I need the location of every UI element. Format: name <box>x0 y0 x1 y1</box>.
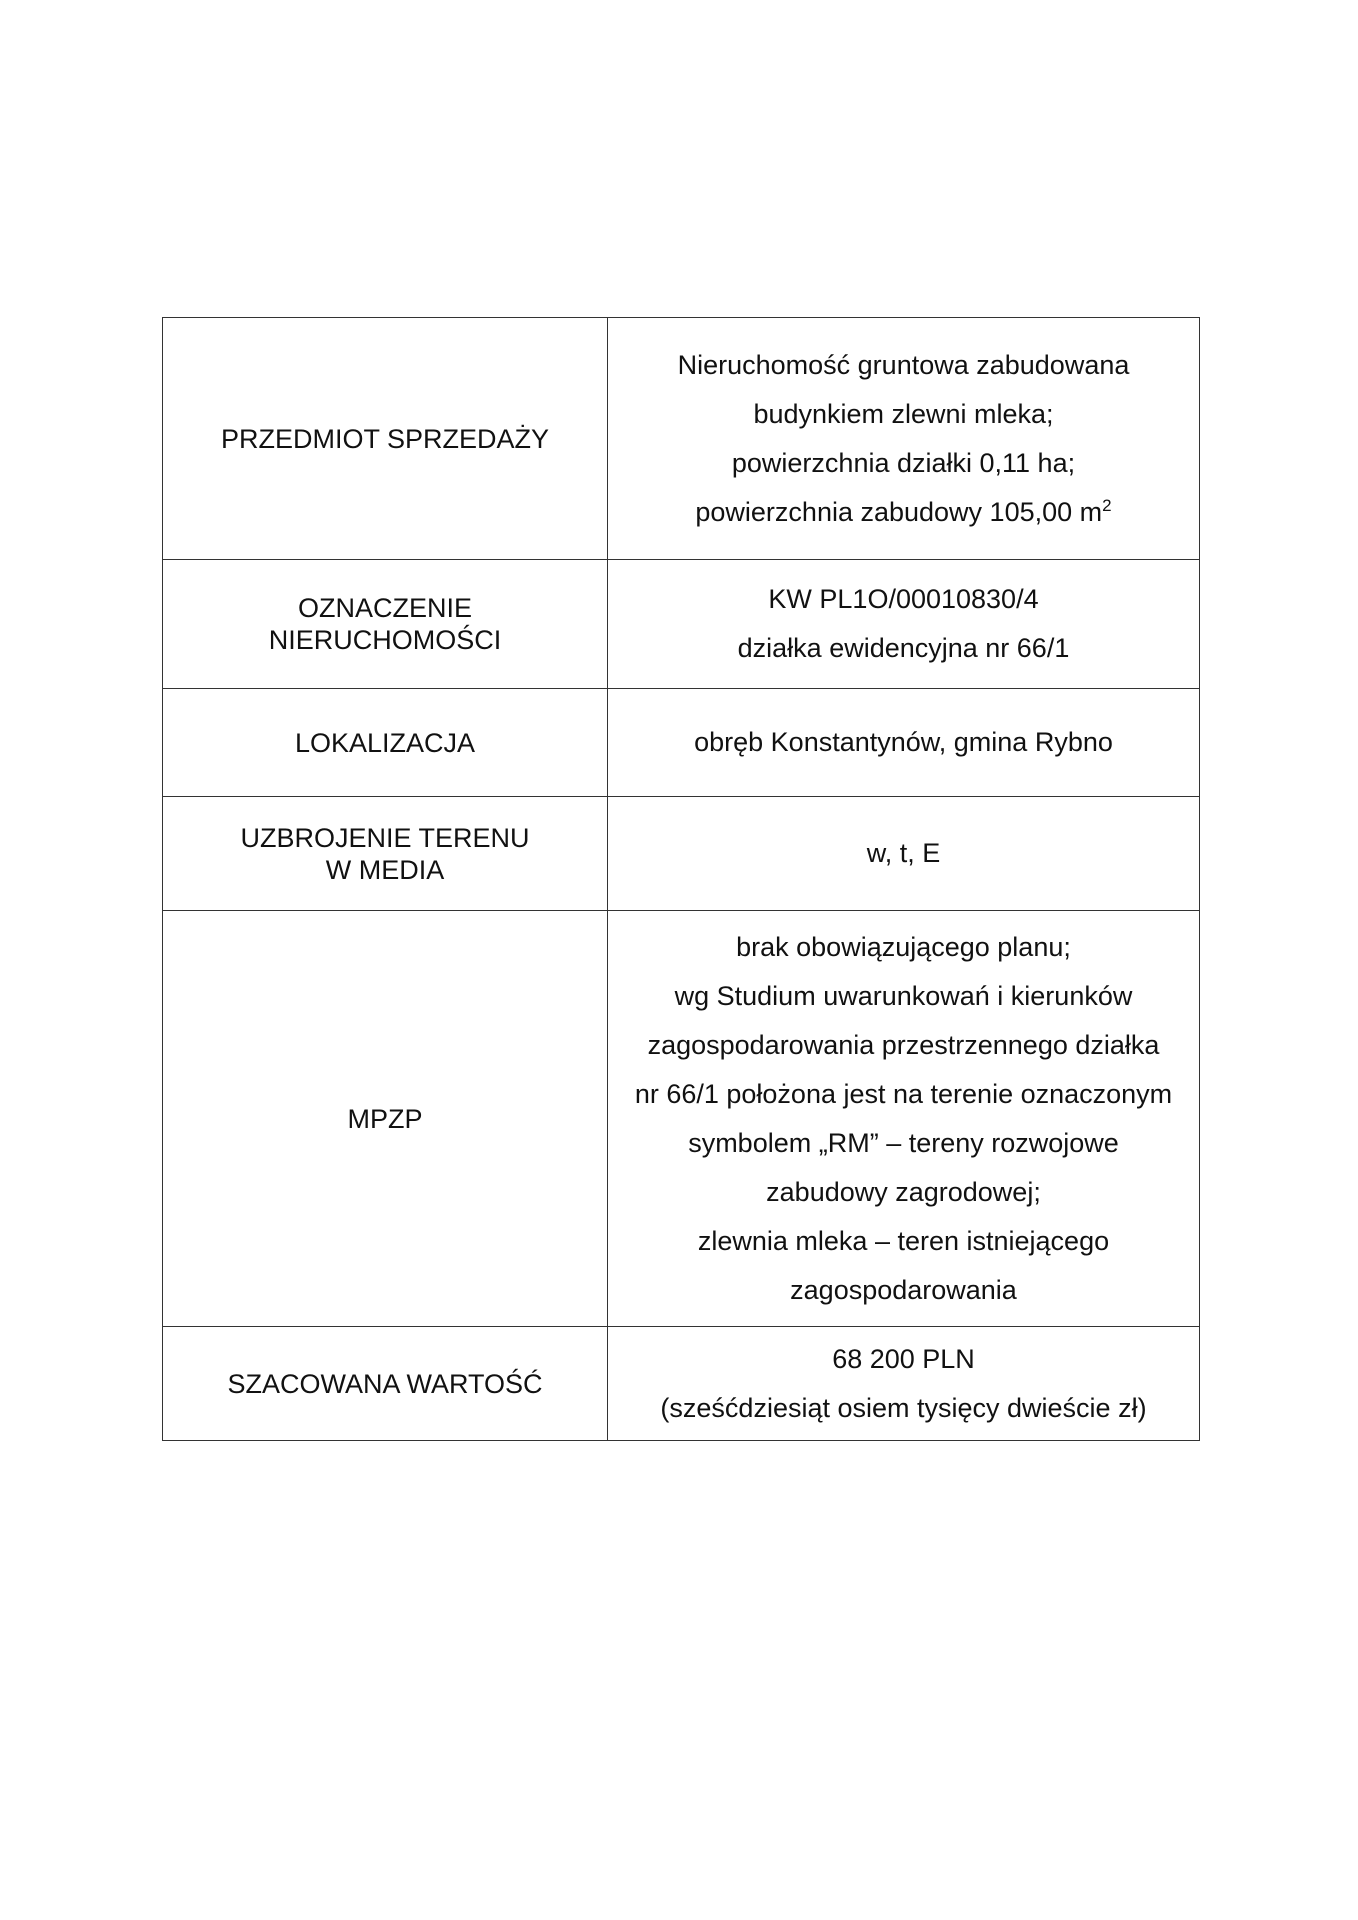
document-page <box>162 317 1200 1441</box>
row-value-cell <box>608 689 1200 797</box>
row-label-cell <box>163 797 608 911</box>
row-label-cell <box>163 689 608 797</box>
table-row-designation <box>163 560 1200 689</box>
value-line: w, t, E <box>866 838 941 868</box>
value-line: Nieruchomość gruntowa zabudowana <box>677 349 1130 380</box>
value-line: zabudowy zagrodowej; <box>766 1176 1041 1207</box>
value-line: (sześćdziesiąt osiem tysięcy dwieście zł) <box>660 1392 1147 1423</box>
value-line: wg Studium uwarunkowań i kierunków <box>674 980 1133 1011</box>
table-row-subject <box>163 318 1200 560</box>
value-line: budynkiem zlewni mleka; <box>753 398 1054 429</box>
value-line-text: powierzchnia zabudowy 105,00 m <box>695 496 1103 527</box>
table-row-location <box>163 689 1200 797</box>
row-label-cell <box>163 911 608 1327</box>
row-value-cell <box>608 797 1200 911</box>
row-label-cell <box>163 560 608 689</box>
row-label: LOKALIZACJA <box>294 727 476 758</box>
table-row-utilities <box>163 797 1200 911</box>
row-label: OZNACZENIE <box>297 593 472 623</box>
row-label: W MEDIA <box>325 854 445 885</box>
value-line: nr 66/1 położona jest na terenie oznaczonym <box>634 1078 1173 1109</box>
row-label-cell <box>163 318 608 560</box>
property-info-table <box>162 317 1200 1441</box>
unit-superscript: 2 <box>1102 495 1112 515</box>
value-line: brak obowiązującego planu; <box>736 931 1071 962</box>
value-line: obręb Konstantynów, gmina Rybno <box>694 727 1113 757</box>
value-line: zagospodarowania przestrzennego działka <box>647 1029 1160 1060</box>
row-label: UZBROJENIE TERENU <box>240 822 530 853</box>
table-row-estimated-value <box>163 1327 1200 1441</box>
row-label-cell <box>163 1327 608 1441</box>
value-line: działka ewidencyjna nr 66/1 <box>737 633 1070 663</box>
row-label: MPZP <box>347 1103 423 1134</box>
value-line: symbolem „RM” – tereny rozwojowe <box>688 1127 1119 1158</box>
row-value-cell <box>608 560 1200 689</box>
table-row-mpzp <box>163 911 1200 1327</box>
value-line-area <box>620 488 1187 537</box>
value-line: zagospodarowania <box>790 1274 1017 1305</box>
row-label: NIERUCHOMOŚCI <box>268 625 502 655</box>
row-value-cell <box>608 318 1200 560</box>
value-line: zlewnia mleka – teren istniejącego <box>697 1225 1110 1256</box>
row-value-cell <box>608 911 1200 1327</box>
value-line: 68 200 PLN <box>832 1343 975 1374</box>
row-label: PRZEDMIOT SPRZEDAŻY <box>220 423 550 454</box>
row-label: SZACOWANA WARTOŚĆ <box>227 1368 543 1399</box>
row-value-cell <box>608 1327 1200 1441</box>
value-line: powierzchnia działki 0,11 ha; <box>731 447 1076 478</box>
value-line: KW PL1O/00010830/4 <box>768 584 1039 614</box>
